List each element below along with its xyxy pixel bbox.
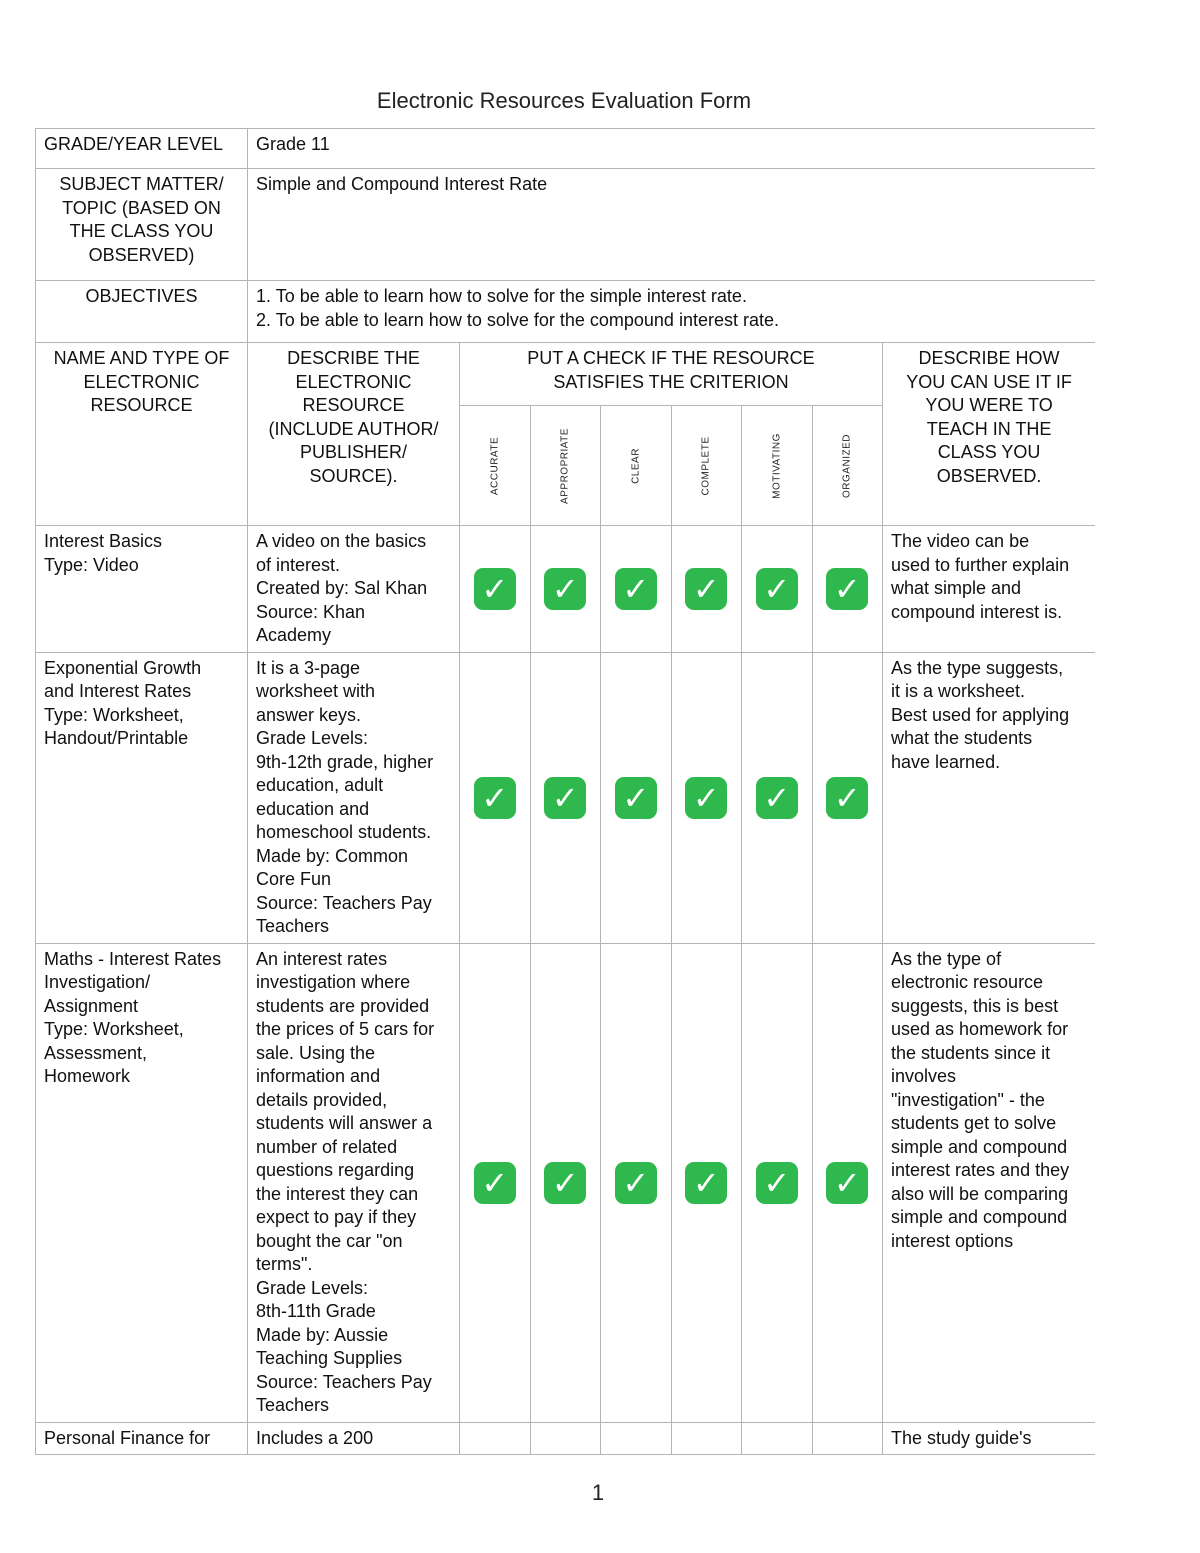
- check-mark-button-icon: ✓: [474, 777, 516, 819]
- check-mark-button-icon: ✓: [826, 777, 868, 819]
- resource-usage-cell-line: what simple and: [891, 578, 1022, 598]
- resource-name-cell-line: Homework: [44, 1066, 131, 1086]
- resource-usage-cell-line: used as homework for: [891, 1019, 1069, 1039]
- header-row: [36, 343, 1096, 406]
- criterion-check-cell: [530, 652, 601, 943]
- resource-name-cell-line: Exponential Growth: [44, 657, 202, 678]
- resource-description-cell: [248, 1422, 460, 1455]
- grade-value: Grade 11: [248, 129, 1096, 169]
- resource-name-cell: [36, 943, 248, 1422]
- header-line: DESCRIBE HOW: [918, 348, 1060, 368]
- resource-description-cell-line: education and: [256, 798, 370, 819]
- resource-usage-cell-line: the students since it: [891, 1042, 1051, 1063]
- resource-description-cell-line: Teaching Supplies: [256, 1348, 403, 1368]
- objectives-label: OBJECTIVES: [36, 281, 248, 343]
- check-mark-button-icon: ✓: [756, 1162, 798, 1204]
- header-line: RESOURCE: [302, 395, 405, 415]
- criterion-check-cell: [460, 526, 531, 653]
- criterion-check-cell: [530, 943, 601, 1422]
- resource-description-cell-line: terms".: [256, 1254, 313, 1274]
- resource-name-cell-line: Maths - Interest Rates: [44, 948, 222, 969]
- resource-description-cell-line: Grade Levels:: [256, 1277, 369, 1298]
- subject-label-line: SUBJECT MATTER/: [59, 174, 224, 194]
- subject-value: Simple and Compound Interest Rate: [248, 169, 1096, 281]
- check-mark-button-icon: ✓: [544, 777, 586, 819]
- resource-description-cell-line: Made by: Common: [256, 845, 409, 866]
- header-name-type: [36, 343, 248, 526]
- resource-usage-cell-line: interest rates and they: [891, 1160, 1070, 1180]
- header-line: SATISFIES THE CRITERION: [553, 371, 789, 392]
- resource-name-cell-line: and Interest Rates: [44, 681, 192, 701]
- resource-description-cell-line: Teachers: [256, 1395, 330, 1415]
- resource-description-cell-line: expect to pay if they: [256, 1207, 417, 1227]
- criterion-label: COMPLETE: [700, 435, 712, 496]
- resource-description-cell-line: Made by: Aussie: [256, 1324, 389, 1345]
- resource-usage-cell-line: simple and compound: [891, 1136, 1068, 1157]
- check-mark-button-icon: ✓: [474, 1162, 516, 1204]
- header-line: RESOURCE: [90, 395, 193, 415]
- resource-name-cell-line: Type: Worksheet,: [44, 704, 184, 725]
- resource-description-cell-line: of interest.: [256, 554, 341, 575]
- criterion-label: ORGANIZED: [841, 433, 853, 498]
- criterion-clear: [601, 406, 672, 526]
- subject-label: [36, 169, 248, 281]
- check-mark-button-icon: ✓: [615, 568, 657, 610]
- resource-usage-cell-line: also will be comparing: [891, 1183, 1069, 1204]
- resource-description-cell-line: the interest they can: [256, 1183, 419, 1204]
- criterion-check-cell: [671, 526, 742, 653]
- header-line: NAME AND TYPE OF: [53, 348, 230, 368]
- objective-item: 2. To be able to learn how to solve for the compound interest rate.: [256, 309, 779, 330]
- criterion-check-cell: [812, 943, 883, 1422]
- check-mark-button-icon: ✓: [685, 568, 727, 610]
- criterion-accurate: [460, 406, 531, 526]
- criterion-check-cell: [671, 943, 742, 1422]
- resource-usage-cell: [883, 1422, 1096, 1455]
- check-mark-button-icon: ✓: [685, 1162, 727, 1204]
- criterion-check-cell: [812, 652, 883, 943]
- resource-description-cell: [248, 526, 460, 653]
- resource-name-cell-line: Interest Basics: [44, 531, 163, 551]
- resource-usage-cell: [883, 526, 1096, 653]
- resource-description-cell-line: students will answer a: [256, 1113, 433, 1133]
- grade-row: [36, 129, 1096, 169]
- criterion-label: ACCURATE: [489, 436, 500, 495]
- resource-name-cell: [36, 652, 248, 943]
- header-line: PUBLISHER/: [299, 442, 408, 462]
- evaluation-table: [35, 128, 1095, 1455]
- resource-rows: [36, 526, 1096, 1455]
- resource-name-cell-line: Personal Finance for: [44, 1427, 211, 1448]
- header-line: OBSERVED.: [936, 465, 1042, 486]
- page-number: 1: [591, 1480, 605, 1505]
- criterion-check-cell: [812, 1422, 883, 1455]
- resource-usage-cell-line: As the type suggests,: [891, 657, 1064, 678]
- resource-description-cell-line: Includes a 200: [256, 1427, 374, 1448]
- header-line: YOU WERE TO: [925, 395, 1053, 415]
- criterion-check-cell: [460, 1422, 531, 1455]
- resource-description-cell-line: students are provided: [256, 995, 430, 1016]
- grade-label: GRADE/YEAR LEVEL: [36, 129, 248, 169]
- header-line: DESCRIBE THE: [287, 348, 420, 368]
- header-line: PUT A CHECK IF THE RESOURCE: [527, 348, 815, 368]
- criterion-check-cell: [530, 1422, 601, 1455]
- resource-description-cell-line: details provided,: [256, 1089, 388, 1110]
- resource-description-cell-line: bought the car "on: [256, 1230, 403, 1251]
- resource-description-cell-line: Core Fun: [256, 869, 332, 889]
- check-mark-button-icon: ✓: [615, 777, 657, 819]
- criterion-check-cell: [601, 652, 672, 943]
- resource-description-cell-line: questions regarding: [256, 1160, 415, 1180]
- resource-description-cell-line: Source: Teachers Pay: [256, 1371, 432, 1392]
- resource-name-cell-line: Type: Worksheet,: [44, 1019, 184, 1039]
- criterion-organized: [812, 406, 883, 526]
- resource-row: [36, 943, 1096, 1422]
- resource-description-cell-line: Grade Levels:: [256, 728, 369, 748]
- resource-description-cell-line: 9th-12th grade, higher: [256, 751, 434, 772]
- resource-description-cell-line: answer keys.: [256, 704, 362, 725]
- resource-usage-cell-line: suggests, this is best: [891, 995, 1059, 1016]
- resource-description-cell-line: homeschool students.: [256, 822, 432, 842]
- check-mark-button-icon: ✓: [826, 568, 868, 610]
- check-mark-button-icon: ✓: [756, 777, 798, 819]
- criterion-check-cell: [530, 526, 601, 653]
- resource-description-cell-line: Source: Khan: [256, 601, 366, 622]
- criterion-check-cell: [671, 652, 742, 943]
- form-title: Electronic Resources Evaluation Form: [376, 88, 752, 113]
- check-mark-button-icon: ✓: [685, 777, 727, 819]
- check-mark-button-icon: ✓: [615, 1162, 657, 1204]
- resource-description-cell: [248, 652, 460, 943]
- resource-name-cell: [36, 526, 248, 653]
- evaluation-table-wrapper: [35, 128, 1095, 1460]
- header-line: (INCLUDE AUTHOR/: [268, 418, 439, 439]
- criterion-check-cell: [742, 943, 813, 1422]
- resource-usage-cell-line: "investigation" - the: [891, 1089, 1045, 1110]
- criterion-check-cell: [742, 652, 813, 943]
- resource-name-cell: [36, 1422, 248, 1455]
- resource-name-cell-line: Assessment,: [44, 1042, 148, 1063]
- objective-item: 1. To be able to learn how to solve for the simple interest rate.: [256, 286, 747, 306]
- check-mark-button-icon: ✓: [474, 568, 516, 610]
- resource-name-cell-line: Assignment: [44, 995, 139, 1016]
- subject-label-line: OBSERVED): [88, 244, 195, 265]
- check-mark-button-icon: ✓: [544, 1162, 586, 1204]
- resource-description-cell: [248, 943, 460, 1422]
- resource-usage-cell-line: involves: [891, 1066, 957, 1086]
- check-mark-button-icon: ✓: [826, 1162, 868, 1204]
- criterion-check-cell: [742, 526, 813, 653]
- header-line: ELECTRONIC: [295, 371, 412, 392]
- resource-row: [36, 526, 1096, 653]
- resource-usage-cell-line: interest options: [891, 1230, 1014, 1251]
- resource-description-cell-line: 8th-11th Grade: [256, 1301, 376, 1321]
- criterion-check-cell: [601, 526, 672, 653]
- criterion-motivating: [742, 406, 813, 526]
- resource-description-cell-line: worksheet with: [256, 681, 376, 701]
- subject-row: [36, 169, 1096, 281]
- criterion-check-cell: [742, 1422, 813, 1455]
- resource-usage-cell-line: electronic resource: [891, 972, 1044, 992]
- resource-description-cell-line: number of related: [256, 1136, 398, 1157]
- resource-usage-cell-line: it is a worksheet.: [891, 681, 1026, 701]
- header-criteria-group: [460, 343, 883, 406]
- header-line: ELECTRONIC: [83, 371, 200, 392]
- resource-description-cell-line: A video on the basics: [256, 531, 427, 551]
- subject-label-line: THE CLASS YOU: [69, 221, 214, 241]
- header-line: CLASS YOU: [937, 442, 1041, 462]
- criterion-label: APPROPRIATE: [559, 427, 571, 504]
- resource-usage-cell-line: have learned.: [891, 751, 1001, 772]
- header-usage: [883, 343, 1096, 526]
- criterion-check-cell: [601, 943, 672, 1422]
- resource-description-cell-line: An interest rates: [256, 948, 388, 969]
- resource-usage-cell-line: simple and compound: [891, 1207, 1068, 1227]
- resource-usage-cell-line: The study guide's: [891, 1427, 1032, 1448]
- criterion-appropriate: [530, 406, 601, 526]
- objectives-value: [248, 281, 1096, 343]
- resource-usage-cell-line: used to further explain: [891, 554, 1070, 575]
- resource-description-cell-line: sale. Using the: [256, 1042, 376, 1063]
- resource-description-cell-line: Teachers: [256, 916, 330, 936]
- criterion-label: CLEAR: [630, 447, 641, 484]
- criterion-check-cell: [460, 943, 531, 1422]
- criterion-check-cell: [601, 1422, 672, 1455]
- resource-description-cell-line: Created by: Sal Khan: [256, 578, 428, 598]
- resource-usage-cell-line: As the type of: [891, 948, 1002, 969]
- resource-usage-cell-line: students get to solve: [891, 1113, 1057, 1133]
- resource-description-cell-line: information and: [256, 1066, 381, 1086]
- header-line: YOU CAN USE IT IF: [906, 371, 1072, 392]
- resource-description-cell-line: It is a 3-page: [256, 657, 361, 678]
- criterion-check-cell: [812, 526, 883, 653]
- subject-label-line: TOPIC (BASED ON: [62, 197, 221, 218]
- resource-usage-cell-line: The video can be: [891, 531, 1030, 551]
- criterion-check-cell: [671, 1422, 742, 1455]
- check-mark-button-icon: ✓: [756, 568, 798, 610]
- resource-description-cell-line: education, adult: [256, 775, 384, 795]
- criterion-check-cell: [460, 652, 531, 943]
- resource-usage-cell-line: what the students: [891, 728, 1033, 748]
- resource-usage-cell-line: compound interest is.: [891, 601, 1063, 622]
- resource-usage-cell: [883, 943, 1096, 1422]
- resource-row: [36, 652, 1096, 943]
- resource-description-cell-line: investigation where: [256, 972, 411, 992]
- header-line: TEACH IN THE: [926, 418, 1052, 439]
- criterion-complete: [671, 406, 742, 526]
- header-describe: [248, 343, 460, 526]
- resource-description-cell-line: Academy: [256, 625, 332, 645]
- objectives-row: [36, 281, 1096, 343]
- resource-row: [36, 1422, 1096, 1455]
- criterion-label: MOTIVATING: [771, 432, 782, 499]
- resource-usage-cell: [883, 652, 1096, 943]
- resource-name-cell-line: Handout/Printable: [44, 728, 189, 748]
- resource-usage-cell-line: Best used for applying: [891, 704, 1070, 725]
- header-line: SOURCE).: [309, 465, 398, 486]
- resource-description-cell-line: the prices of 5 cars for: [256, 1019, 435, 1039]
- check-mark-button-icon: ✓: [544, 568, 586, 610]
- resource-name-cell-line: Investigation/: [44, 972, 151, 992]
- resource-name-cell-line: Type: Video: [44, 554, 139, 575]
- resource-description-cell-line: Source: Teachers Pay: [256, 892, 432, 913]
